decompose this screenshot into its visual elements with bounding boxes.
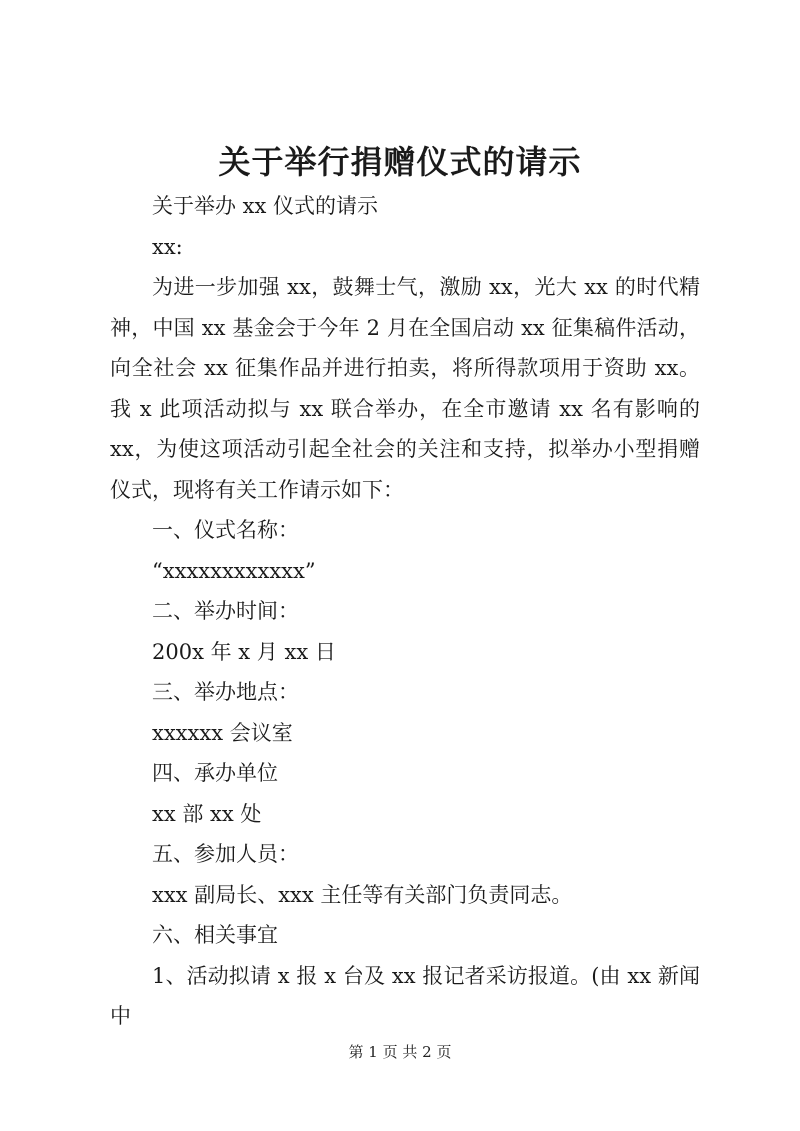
paragraph-subject: 关于举办 xx 仪式的请示: [152, 194, 379, 218]
paragraph-time: 200x 年 x 月 xx 日: [152, 639, 336, 664]
paragraph-related-item-1: 1、活动拟请 x 报 x 台及 xx 报记者采访报道。(由 xx 新闻中: [110, 963, 700, 1028]
section-heading-ceremony-name: 一、仪式名称：: [152, 518, 299, 542]
page-footer: 第 1 页 共 2 页: [348, 1043, 452, 1061]
section-heading-organizer: 四、承办单位: [152, 761, 278, 785]
document-body: [110, 186, 700, 1037]
paragraph-organizer: xx 部 xx 处: [152, 801, 262, 826]
section-heading-participants: 五、参加人员：: [152, 842, 299, 866]
paragraph-location: xxxxxx 会议室: [152, 720, 293, 745]
document-title: 关于举行捐赠仪式的请示: [218, 143, 582, 181]
paragraph-participants: xxx 副局长、xxx 主任等有关部门负责同志。: [152, 882, 573, 907]
paragraph-intro: 为进一步加强 xx，鼓舞士气，激励 xx，光大 xx 的时代精神，中国 xx 基金会于今年 2 月在全国启动 xx 征集稿件活动，向全社会 xx 征集作品并进行拍卖，将所得款项用于资助 xx。我 x 此项活动拟与 xx 联合举办，在全市邀请 xx 名有影响的 xx，为使这项活动引起全社会的关注和支持，拟举办小型捐赠仪式，现将有关工作请示如下：: [110, 275, 700, 502]
paragraph-ceremony-name: “xxxxxxxxxxxx”: [152, 558, 316, 583]
section-heading-related-matters: 六、相关事宜: [152, 923, 278, 947]
paragraph-addressee: xx:: [152, 234, 183, 259]
section-heading-location: 三、举办地点：: [152, 680, 299, 704]
section-heading-time: 二、举办时间：: [152, 599, 299, 623]
